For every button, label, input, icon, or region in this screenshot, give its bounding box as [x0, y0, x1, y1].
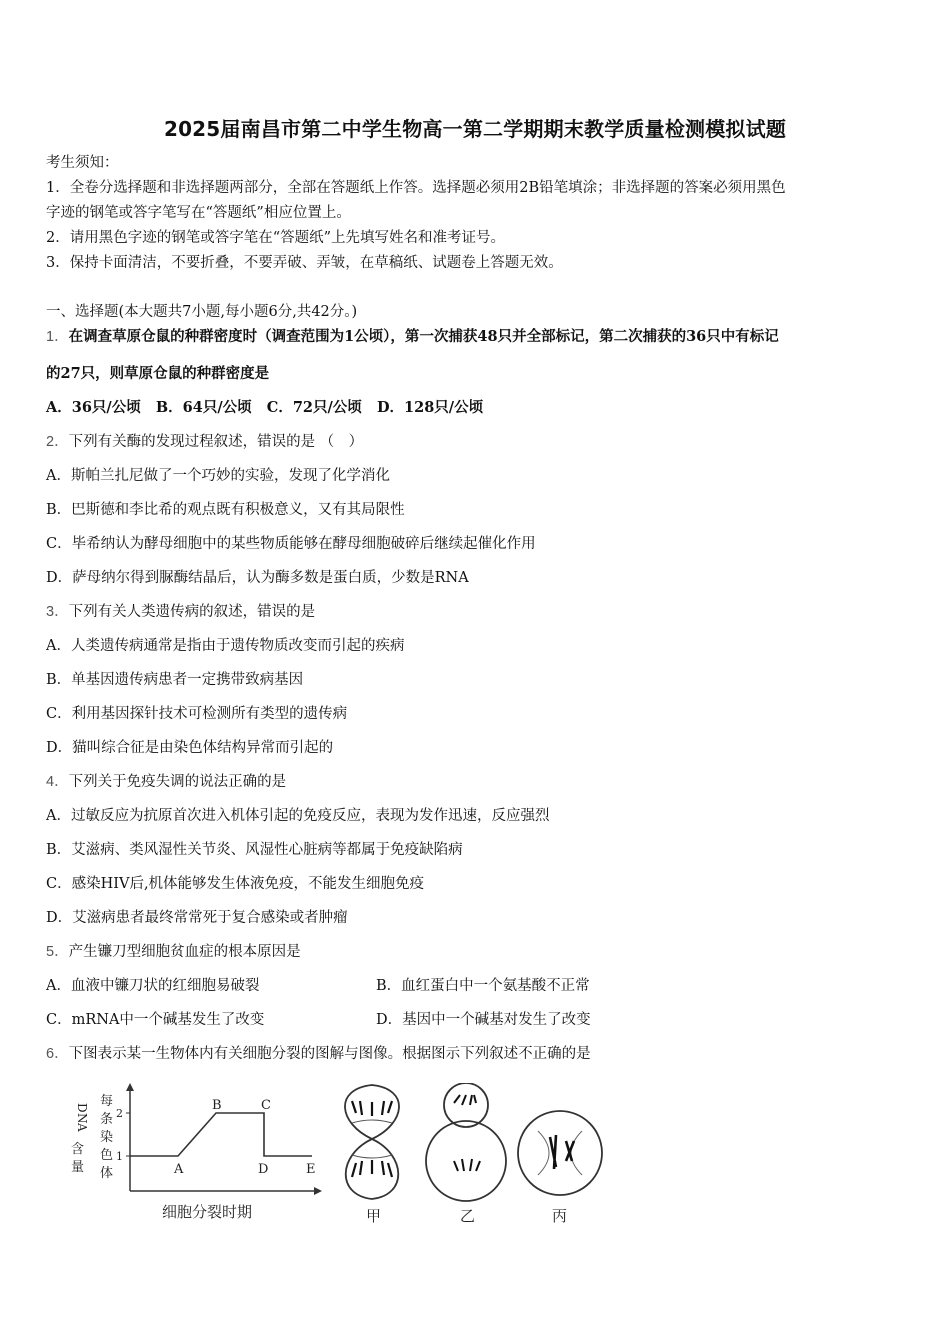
question-1-stem-cont: 的27只，则草原仓鼠的种群密度是	[46, 365, 270, 382]
cell-jia	[345, 1085, 399, 1199]
question-number: 5．	[46, 944, 69, 960]
question-stem: 下列有关酶的发现过程叙述，错误的是 （ ）	[68, 434, 364, 450]
cell-label-jia: 甲	[366, 1207, 382, 1225]
option-a: A．36只/公顷	[46, 399, 141, 416]
question-stem: 下列有关人类遗传病的叙述，错误的是	[68, 604, 316, 620]
graph-xlabel: 细胞分裂时期	[162, 1203, 253, 1221]
ylabel-char: N	[75, 1113, 89, 1124]
chromosomes	[454, 1095, 480, 1171]
option-b: B．血红蛋白中一个氨基酸不正常	[376, 978, 590, 994]
question-5	[46, 942, 301, 962]
cell-bing	[518, 1111, 602, 1195]
cell-division-figure	[66, 1083, 606, 1228]
notice-item: 2．请用黑色字迹的钢笔或答字笔在“答题纸”上先填写姓名和准考证号。	[46, 230, 506, 246]
option-b: B．单基因遗传病患者一定携带致病基因	[46, 672, 304, 688]
question-6	[46, 1044, 591, 1064]
cell-label-yi: 乙	[460, 1207, 476, 1225]
question-1-options	[46, 398, 483, 418]
option-d: D．萨母纳尔得到脲酶结晶后，认为酶多数是蛋白质，少数是RNA	[46, 570, 469, 586]
option-c: C．利用基因探针技术可检测所有类型的遗传病	[46, 706, 348, 722]
question-stem: 产生镰刀型细胞贫血症的根本原因是	[68, 944, 301, 960]
question-number: 1．	[46, 329, 69, 345]
notice-item: 字迹的钢笔或答字笔写在“答题纸”相应位置上。	[46, 205, 351, 221]
question-number: 2．	[46, 434, 69, 450]
option-d: D．艾滋病患者最终常常死于复合感染或者肿瘤	[46, 910, 348, 926]
question-stem: 在调查草原仓鼠的种群密度时（调查范围为1公顷），第一次捕获48只并全部标记，第二次捕获的36只中有标记	[68, 328, 779, 345]
option-a: A．人类遗传病通常是指由于遗传物质改变而引起的疾病	[46, 638, 405, 654]
ylabel-char: 体	[100, 1166, 114, 1181]
section-heading: 一、选择题(本大题共7小题,每小题6分,共42分。)	[46, 304, 358, 320]
option-b: B．64只/公顷	[155, 399, 252, 416]
ylabel-char: 含	[71, 1142, 85, 1157]
large-cell-part	[426, 1121, 506, 1201]
graph-ylabel	[71, 1094, 113, 1181]
ylabel-char: 染	[100, 1130, 114, 1145]
y-tick-label-1: 1	[116, 1150, 123, 1163]
cell-membrane	[518, 1111, 602, 1195]
ylabel-char: 条	[100, 1112, 114, 1127]
notice-heading: 考生须知：	[46, 155, 119, 171]
option-b: B．巴斯德和李比希的观点既有积极意义，又有其局限性	[46, 502, 405, 518]
point-label-c: C	[261, 1098, 271, 1113]
question-3	[46, 602, 315, 622]
y-tick-label-2: 2	[116, 1107, 123, 1120]
notice-item: 3．保持卡面清洁，不要折叠，不要弄破、弄皱，在草稿纸、试题卷上答题无效。	[46, 255, 563, 271]
cell-yi	[426, 1083, 506, 1201]
ylabel-char: A	[75, 1123, 89, 1132]
ylabel-char: 每	[100, 1094, 114, 1109]
ylabel-char: D	[75, 1103, 89, 1113]
point-label-e: E	[306, 1162, 316, 1177]
option-a: A．血液中镰刀状的红细胞易破裂	[46, 978, 260, 994]
ylabel-char: 量	[71, 1160, 85, 1175]
cell-label-bing: 丙	[552, 1207, 568, 1225]
ylabel-char: 色	[100, 1148, 114, 1163]
point-label-b: B	[212, 1098, 222, 1113]
option-a: A．过敏反应为抗原首次进入机体引起的免疫反应，表现为发作迅速，反应强烈	[46, 808, 550, 824]
question-number: 3．	[46, 604, 69, 620]
option-c: C．毕希纳认为酵母细胞中的某些物质能够在酵母细胞破碎后继续起催化作用	[46, 536, 536, 552]
x-axis-arrow	[314, 1187, 322, 1195]
question-stem: 下图表示某一生物体内有关细胞分裂的图解与图像。根据图示下列叙述不正确的是	[68, 1046, 591, 1062]
point-label-a: A	[174, 1162, 184, 1177]
question-number: 6．	[46, 1046, 69, 1062]
notice-item: 1．全卷分选择题和非选择题两部分，全部在答题纸上作答。选择题必须用2B铅笔填涂；非选择题的答案必须用黑色	[46, 180, 786, 196]
y-axis-arrow	[126, 1083, 134, 1091]
option-c: C．感染HIV后,机体能够发生体液免疫，不能发生细胞免疫	[46, 876, 425, 892]
question-stem: 下列关于免疫失调的说法正确的是	[68, 774, 287, 790]
question-2	[46, 432, 363, 452]
dna-content-curve	[130, 1113, 312, 1156]
question-4	[46, 772, 286, 792]
option-c: C．mRNA中一个碱基发生了改变	[46, 1012, 265, 1028]
option-d: D．猫叫综合征是由染色体结构异常而引起的	[46, 740, 334, 756]
chromosomes	[550, 1135, 574, 1169]
option-d: D．128只/公顷	[376, 399, 484, 416]
question-number: 4．	[46, 774, 69, 790]
point-label-d: D	[258, 1162, 269, 1177]
option-c: C．72只/公顷	[266, 399, 362, 416]
option-a: A．斯帕兰扎尼做了一个巧妙的实验，发现了化学消化	[46, 468, 390, 484]
option-d: D．基因中一个碱基对发生了改变	[376, 1012, 591, 1028]
option-b: B．艾滋病、类风湿性关节炎、风湿性心脏病等都属于免疫缺陷病	[46, 842, 463, 858]
page-title: 2025届南昌市第二中学生物高一第二学期期末教学质量检测模拟试题	[163, 117, 787, 141]
question-1	[46, 327, 779, 347]
